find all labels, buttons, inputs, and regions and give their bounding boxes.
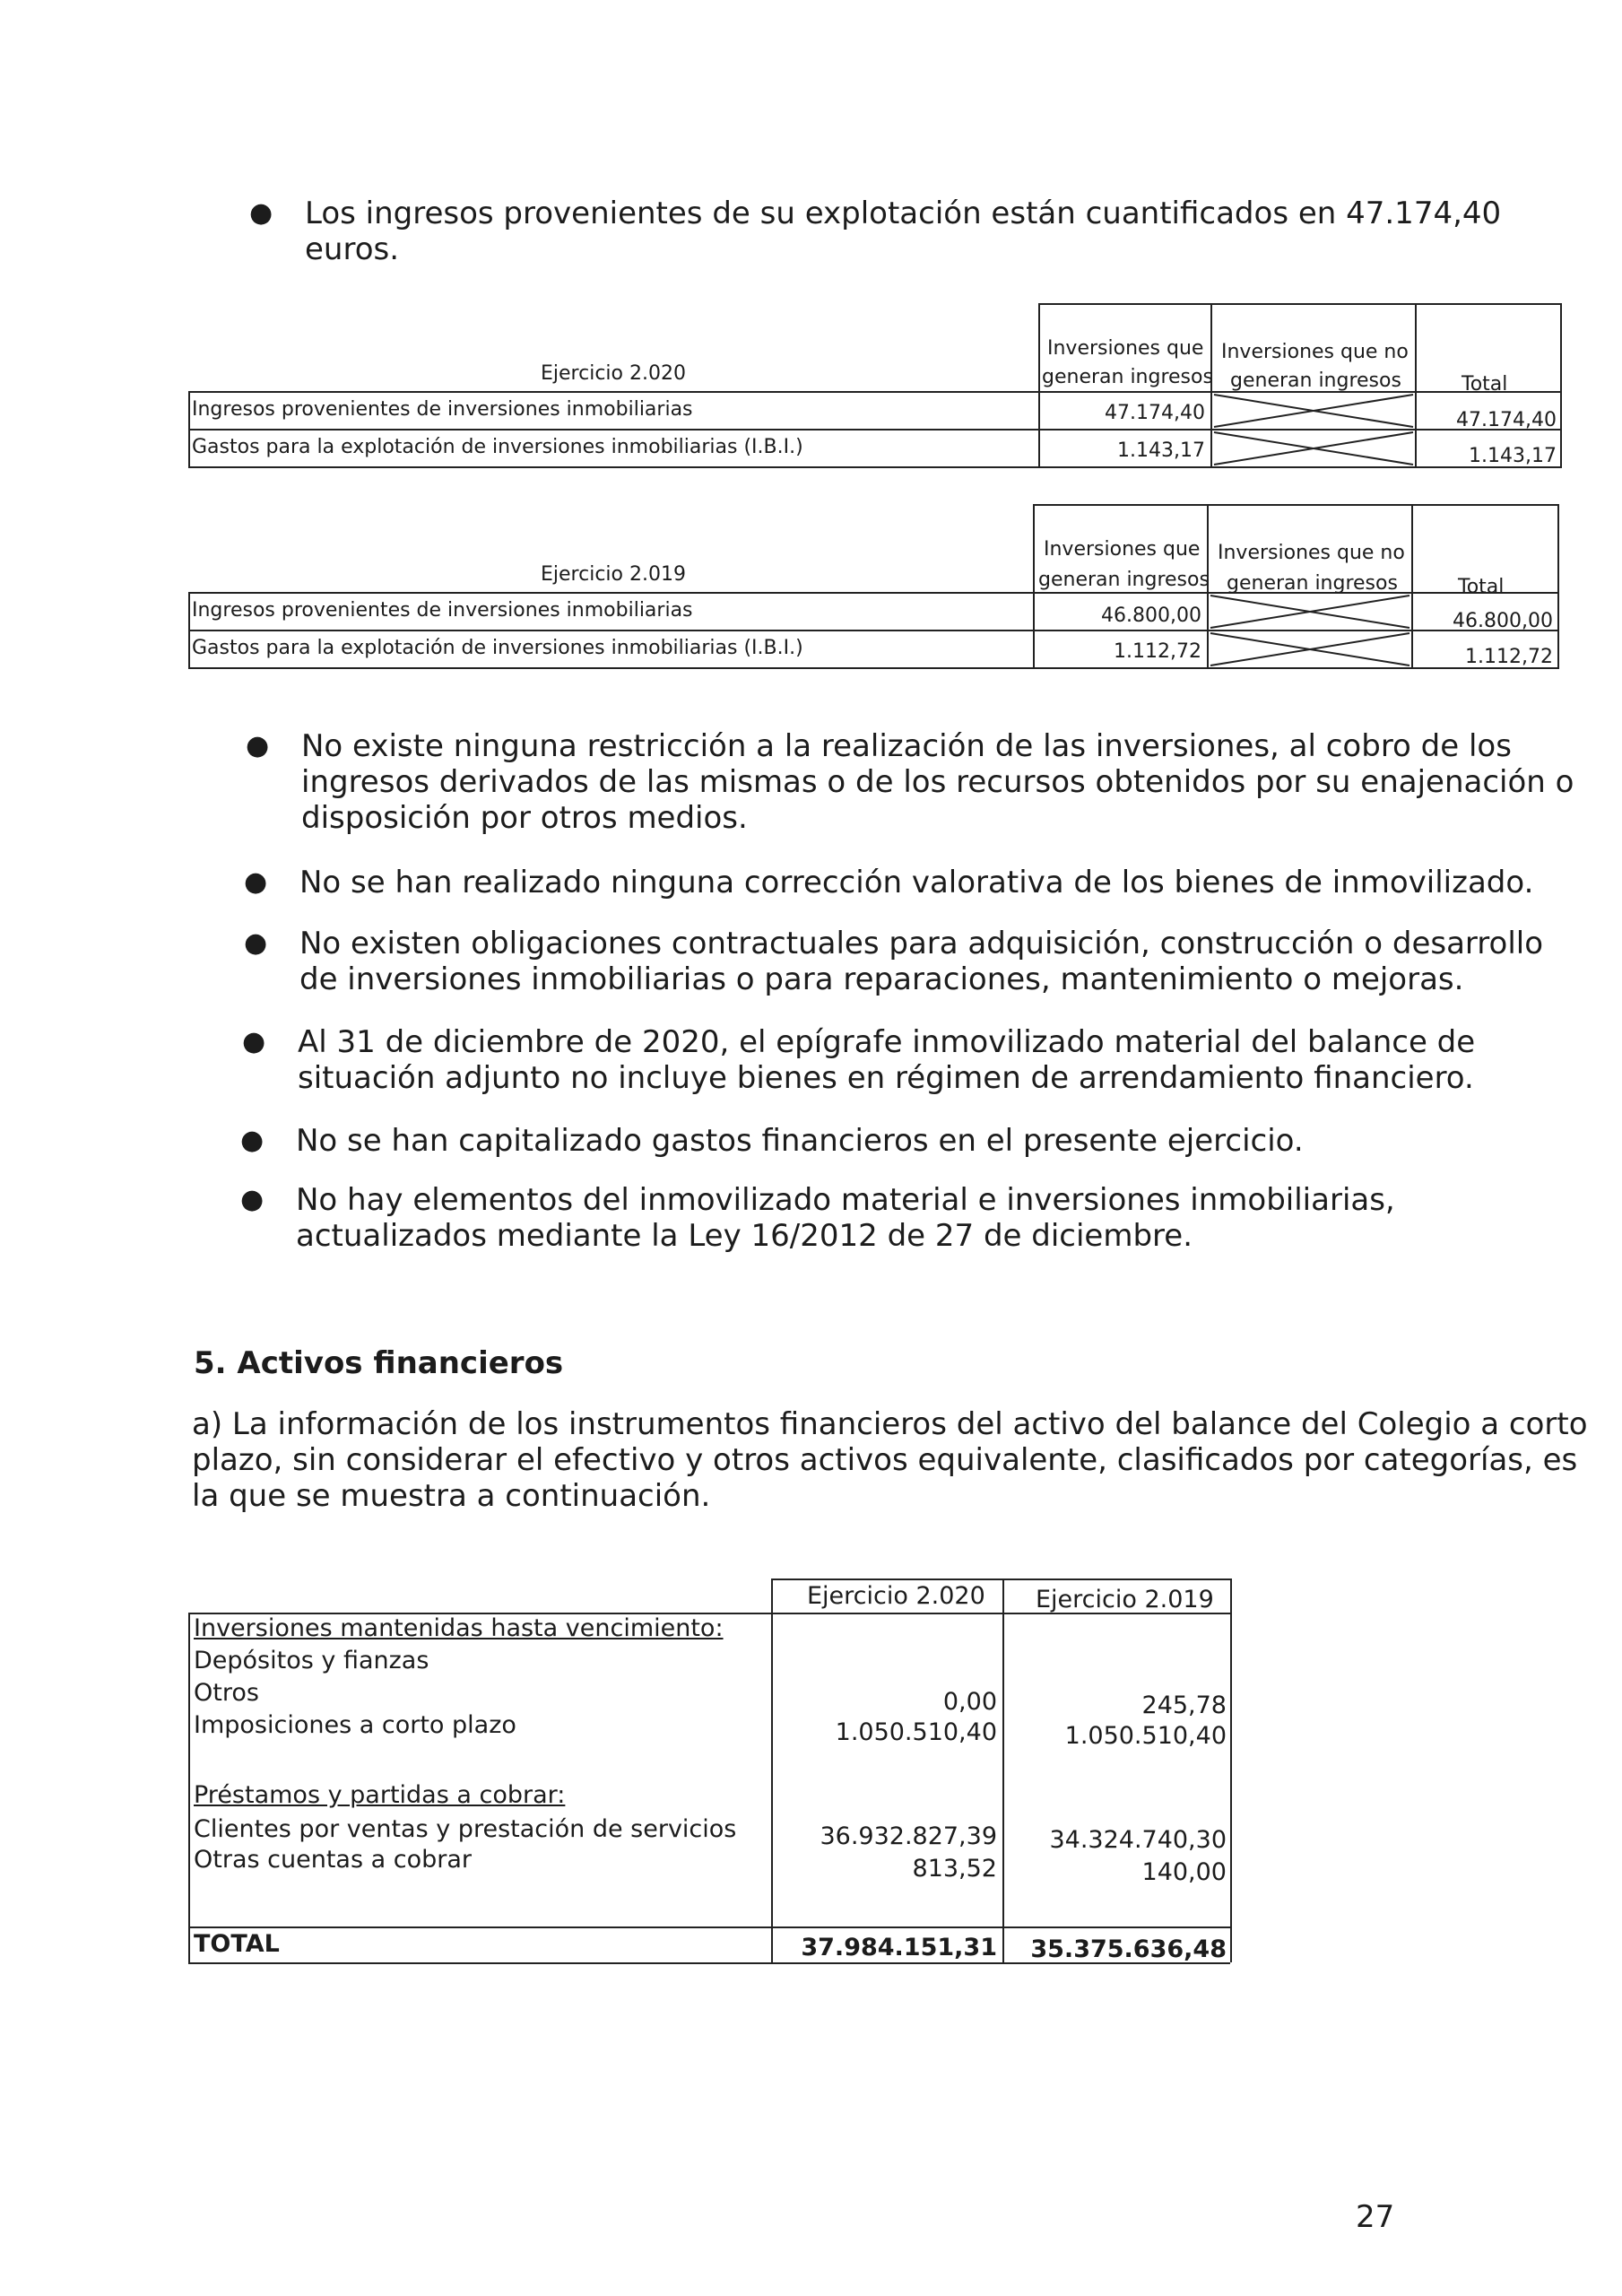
table3-row-label: Préstamos y partidas a cobrar: [194,1781,566,1809]
bullet-line: ingresos derivados de las mismas o de los recursos obtenidos por su enajenación o [301,764,1574,800]
paragraph-line: plazo, sin considerar el efectivo y otros activos equivalente, clasificados por categorías, es [192,1442,1578,1478]
bullet-line: No existe ninguna restricción a la realización de las inversiones, al cobro de los [301,728,1512,764]
table2-row2-v1: 1.112,72 [1114,640,1201,663]
table3-total-b: 35.375.636,48 [1030,1935,1227,1963]
table2-col1-line1: Inversiones que [1044,538,1201,561]
bullet-item [244,926,1544,997]
table3-row-value-a: 1.050.510,40 [835,1718,997,1746]
table1-row1-total: 47.174,40 [1456,409,1557,431]
table1-col2-line1: Inversiones que no [1221,341,1409,363]
table3-total-label: TOTAL [194,1930,280,1958]
table3-row-value-b: 1.050.510,40 [1064,1722,1227,1750]
table1-col2-line2: generan ingresos [1230,370,1401,392]
bullet-dot: ● [240,1125,265,1156]
paragraph-line: a) La información de los instrumentos financieros del activo del balance del Colegio a corto [192,1406,1588,1442]
table2-row2-label: Gastos para la explotación de inversiones inmobiliarias (I.B.I.) [192,637,803,659]
table2-cross-cells [1209,592,1411,667]
bullet-dot: ● [246,730,270,761]
bullet-line: disposición por otros medios. [301,800,748,836]
table3-row-value-b: 140,00 [1141,1858,1227,1886]
bullet-dot: ● [244,927,268,959]
table2-row1-label: Ingresos provenientes de inversiones inmobiliarias [192,599,693,622]
table3-row-value-b: 34.324.740,30 [1049,1826,1227,1854]
bullet-dot: ● [242,1026,266,1057]
table3-col-a: Ejercicio 2.020 [807,1582,985,1610]
table2-col3: Total [1458,576,1505,598]
bullet-dot: ● [244,866,268,898]
table1-row1-v1: 47.174,40 [1105,402,1205,424]
section-paragraph [192,1406,1588,1514]
table1-year: Ejercicio 2.020 [541,362,686,385]
bullet-item [244,865,1534,900]
table2-col2-line1: Inversiones que no [1218,542,1405,564]
table3-row-label: Otros [194,1679,259,1707]
table1-row2-label: Gastos para la explotación de inversiones inmobiliarias (I.B.I.) [192,436,803,458]
page-number: 27 [1356,2199,1395,2235]
table2-col1-line2: generan ingresos [1038,569,1210,591]
table3-row-value-b: 245,78 [1141,1692,1227,1719]
table3-row-value-a: 0,00 [942,1688,997,1716]
intro-bullet [249,196,1502,267]
bullet-line: Al 31 de diciembre de 2020, el epígrafe inmovilizado material del balance de [298,1024,1476,1060]
bullet-item [242,1024,1476,1096]
bullet-dot: ● [240,1184,265,1215]
bullet-line: No existen obligaciones contractuales para adquisición, construcción o desarrollo [299,926,1544,961]
bullet-line: de inversiones inmobiliarias o para reparaciones, mantenimiento o mejoras. [299,961,1464,997]
table3-col-b: Ejercicio 2.019 [1036,1586,1214,1613]
table3-row-label: Imposiciones a corto plazo [194,1711,516,1739]
table1-col1-line2: generan ingresos [1042,366,1213,388]
table3-row-value-a: 813,52 [912,1855,997,1883]
table3-row-label: Otras cuentas a cobrar [194,1846,472,1874]
table3-row-label: Inversiones mantenidas hasta vencimiento: [194,1614,724,1642]
table3-row-label: Depósitos y fianzas [194,1647,429,1674]
table2-year: Ejercicio 2.019 [541,563,686,586]
table1-col3: Total [1462,373,1508,396]
bullet-item [240,1182,1395,1254]
table2-row1-v1: 46.800,00 [1101,604,1201,627]
table3-row-label: Clientes por ventas y prestación de servicios [194,1815,737,1843]
table3-row-value-a: 36.932.827,39 [820,1822,997,1850]
section-title: 5. Activos financieros [194,1345,564,1381]
bullet-line: situación adjunto no incluye bienes en régimen de arrendamiento financiero. [298,1060,1474,1096]
bullet-line: No se han capitalizado gastos financieros en el presente ejercicio. [296,1123,1304,1159]
table1-cross-cells [1212,391,1415,466]
bullet-item [240,1123,1304,1159]
table2-col2-line2: generan ingresos [1227,572,1398,595]
table1-col1-line1: Inversiones que [1047,337,1204,360]
table2-row2-total: 1.112,72 [1465,646,1553,668]
bullet-line: No se han realizado ninguna corrección valorativa de los bienes de inmovilizado. [299,865,1534,900]
table1-row1-label: Ingresos provenientes de inversiones inmobiliarias [192,398,693,421]
table3-total-a: 37.984.151,31 [801,1934,997,1961]
table1-row2-v1: 1.143,17 [1117,439,1205,462]
bullet-line: No hay elementos del inmovilizado material e inversiones inmobiliarias, [296,1182,1395,1218]
table1-row2-total: 1.143,17 [1469,445,1557,467]
bullet-line: actualizados mediante la Ley 16/2012 de 27 de diciembre. [296,1218,1193,1254]
bullet-dot: ● [249,197,273,229]
paragraph-line: la que se muestra a continuación. [192,1478,711,1514]
intro-line-2: euros. [305,231,400,267]
intro-line-1: Los ingresos provenientes de su explotación están cuantificados en 47.174,40 [305,196,1502,231]
bullet-item [246,728,1574,836]
table2-row1-total: 46.800,00 [1453,610,1553,632]
financial-assets-table [188,1578,1233,1964]
